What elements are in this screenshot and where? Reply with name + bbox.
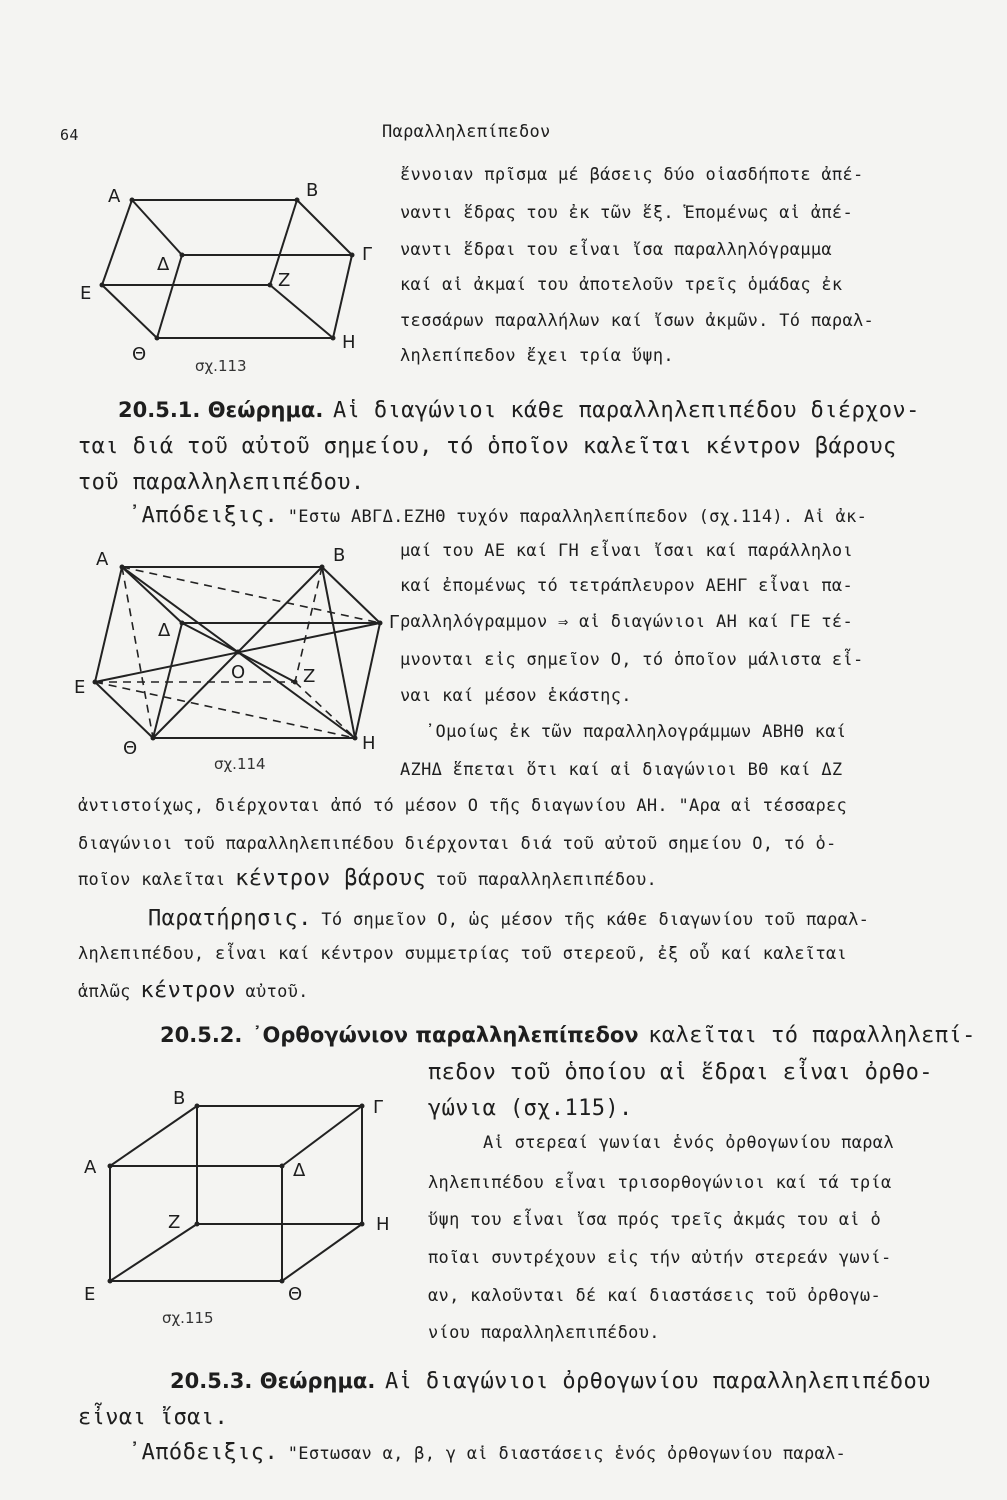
vertex-label: Γ: [373, 1097, 384, 1118]
proof-heading: ᾿Απόδειξις.: [128, 503, 279, 528]
vertex: [108, 1279, 113, 1284]
emphasis: κέντρον: [140, 978, 236, 1003]
theorem-text: εἶναι ἴσαι.: [78, 1405, 229, 1430]
text-span: τοῦ παραλληλεπιπέδου.: [435, 870, 658, 890]
vertex-label: E: [80, 283, 92, 304]
vertex: [195, 1222, 200, 1227]
figure-caption: σχ.114: [214, 755, 266, 773]
vertex: [195, 1104, 200, 1109]
vertex: [280, 1164, 285, 1169]
vertex-label: B: [306, 180, 319, 201]
figure-caption: σχ.115: [162, 1309, 214, 1327]
vertex: [108, 1164, 113, 1169]
emphasis: κέντρον βάρους: [235, 866, 427, 891]
center-label: O: [231, 662, 246, 683]
theorem-number: 20.5.3. Θεώρημα.: [170, 1369, 376, 1393]
vertex-label: Θ: [132, 344, 147, 365]
theorem-text: ται διά τοῦ αὐτοῦ σημείου, τό ὁποῖον καλεῖται κέντρον βάρους: [78, 434, 897, 459]
theorem-text: τοῦ παραλληλεπιπέδου.: [78, 470, 365, 495]
text-line: αν, καλοῦνται δέ καί διαστάσεις τοῦ ὀρθογω-: [428, 1286, 881, 1306]
text-line: ἔννοιαν πρῖσμα μέ βάσεις δύο οἱασδήποτε ἀπέ-: [400, 165, 864, 185]
vertex-label: B: [333, 545, 346, 566]
vertex: [280, 1279, 285, 1284]
vertex-label: A: [108, 186, 121, 207]
text-line: ἀντιστοίχως, διέρχονται ἀπό τό μέσον Ο τῆς διαγωνίου ΑΗ. "Αρα αἱ τέσσαρες: [78, 796, 848, 816]
definition-text: καλεῖται τό παραλληλεπί-: [648, 1023, 976, 1048]
vertex-label: Γ: [389, 612, 400, 633]
definition-text: γώνια (σχ.115).: [428, 1096, 633, 1121]
text-line: καί αἱ ἀκμαί του ἀποτελοῦν τρεῖς ὁμάδας ἐκ: [400, 275, 843, 295]
vertex: [360, 1104, 365, 1109]
vertex-label: Z: [278, 270, 291, 291]
text-line: ᾿Ομοίως ἐκ τῶν παραλληλογράμμων ΑΒΗΘ καί: [425, 722, 847, 742]
vertex-label: A: [96, 549, 109, 570]
text-span: ποῖον καλεῖται: [78, 870, 226, 890]
theorem-heading-line: [170, 1369, 931, 1394]
text-line: ναι καί μέσον ἑκάστης.: [400, 686, 632, 706]
theorem-text: Αἱ διαγώνιοι ὀρθογωνίου παραλληλεπιπέδου: [384, 1369, 931, 1394]
edge: [110, 1106, 197, 1166]
text-line: ΑΖΗΔ ἕπεται ὅτι καί αἱ διαγώνιοι ΒΘ καί ΔΖ: [400, 760, 843, 780]
text-line: μνονται εἰς σημεῖον Ο, τό ὁποῖον μάλιστα εἶ-: [400, 650, 864, 670]
text-line: ληλεπιπέδου εἶναι τρισορθογώνιοι καί τά τρία: [428, 1173, 892, 1193]
theorem-text: Αἱ διαγώνιοι κάθε παραλληλεπιπέδου διέρχον-: [332, 398, 920, 423]
text-line: μαί του ΑΕ καί ΓΗ εἶναι ἴσαι καί παράλληλοι: [400, 541, 853, 561]
text-line: καί ἐπομένως τό τετράπλευρον ΑΕΗΓ εἶναι πα-: [400, 576, 853, 596]
vertex-label: Δ: [158, 620, 171, 641]
vertex-label: Z: [168, 1212, 181, 1233]
text-line: τεσσάρων παραλλήλων καί ἴσων ἀκμῶν. Τό παραλ-: [400, 311, 875, 331]
text-line: ναντι ἕδραι του εἶναι ἴσα παραλληλόγραμμα: [400, 240, 832, 260]
text-span: αὐτοῦ.: [245, 982, 309, 1002]
vertex-label: E: [74, 677, 86, 698]
figure-caption: σχ.113: [195, 357, 247, 375]
vertex-label: Γ: [362, 244, 373, 265]
edge: [110, 1224, 197, 1281]
proof-text: "Εστω ΑΒΓΔ.ΕΖΗΘ τυχόν παραλληλεπίπεδον (σχ.114). Αἱ ἀκ-: [287, 507, 868, 527]
text-line: διαγώνιοι τοῦ παραλληλεπιπέδου διέρχονται διά τοῦ αὐτοῦ σημείου Ο, τό ὁ-: [78, 834, 837, 854]
vertex-label: H: [342, 332, 356, 353]
vertex-label: H: [362, 733, 376, 754]
edge: [282, 1224, 362, 1281]
vertex-label: H: [376, 1214, 390, 1235]
running-title: Παραλληλεπίπεδον: [382, 122, 551, 142]
remark-text: Τό σημεῖον Ο, ὡς μέσον τῆς κάθε διαγωνίου τοῦ παραλ-: [321, 910, 870, 930]
text-line: ναντι ἕδρας του ἐκ τῶν ἕξ. Ἑπομένως αἱ ἀπέ-: [400, 203, 853, 223]
definition-text: πεδον τοῦ ὁποίου αἱ ἕδραι εἶναι ὀρθο-: [428, 1060, 933, 1085]
definition-term: ᾿Ορθογώνιον παραλληλεπίπεδον: [252, 1023, 639, 1047]
vertex-label: E: [84, 1284, 96, 1305]
text-line: ποῖαι συντρέχουν εἰς τήν αὐτήν στερεάν γωνί-: [428, 1248, 892, 1268]
vertex-label: Δ: [293, 1160, 306, 1181]
page-number: 64: [60, 126, 79, 144]
text-line: ληλεπίπεδον ἔχει τρία ὕψη.: [400, 346, 674, 366]
text-span: ἁπλῶς: [78, 982, 131, 1002]
text-line: ραλληλόγραμμον ⇒ αἱ διαγώνιοι ΑΗ καί ΓΕ τέ-: [400, 612, 853, 632]
vertex-label: Z: [303, 666, 316, 687]
text-line: νίου παραλληλεπιπέδου.: [428, 1323, 660, 1343]
text-line: Αἱ στερεαί γωνίαι ἑνός ὀρθογωνίου παραλ: [483, 1133, 894, 1153]
text-line: ὕψη του εἶναι ἴσα πρός τρεῖς ἀκμάς του αἱ ὁ: [428, 1210, 881, 1230]
vertex: [360, 1222, 365, 1227]
vertex-label: Δ: [157, 254, 170, 275]
vertex-label: B: [173, 1088, 186, 1109]
vertex-label: A: [84, 1157, 97, 1178]
text-line: ληλεπιπέδου, εἶναι καί κέντρον συμμετρίας τοῦ στερεοῦ, ἐξ οὗ καί καλεῖται: [78, 944, 848, 964]
proof-text: "Εστωσαν α, β, γ αἱ διαστάσεις ἑνός ὀρθογωνίου παραλ-: [287, 1444, 847, 1464]
edge: [282, 1106, 362, 1166]
proof-heading: ᾿Απόδειξις.: [128, 1440, 279, 1465]
vertex-label: Θ: [288, 1284, 303, 1305]
remark-heading: Παρατήρησις.: [148, 906, 312, 931]
proof-first-line: [128, 1440, 846, 1465]
definition-number: 20.5.2.: [160, 1023, 243, 1047]
vertex-label: Θ: [123, 738, 138, 759]
theorem-number: 20.5.1. Θεώρημα.: [118, 398, 324, 422]
